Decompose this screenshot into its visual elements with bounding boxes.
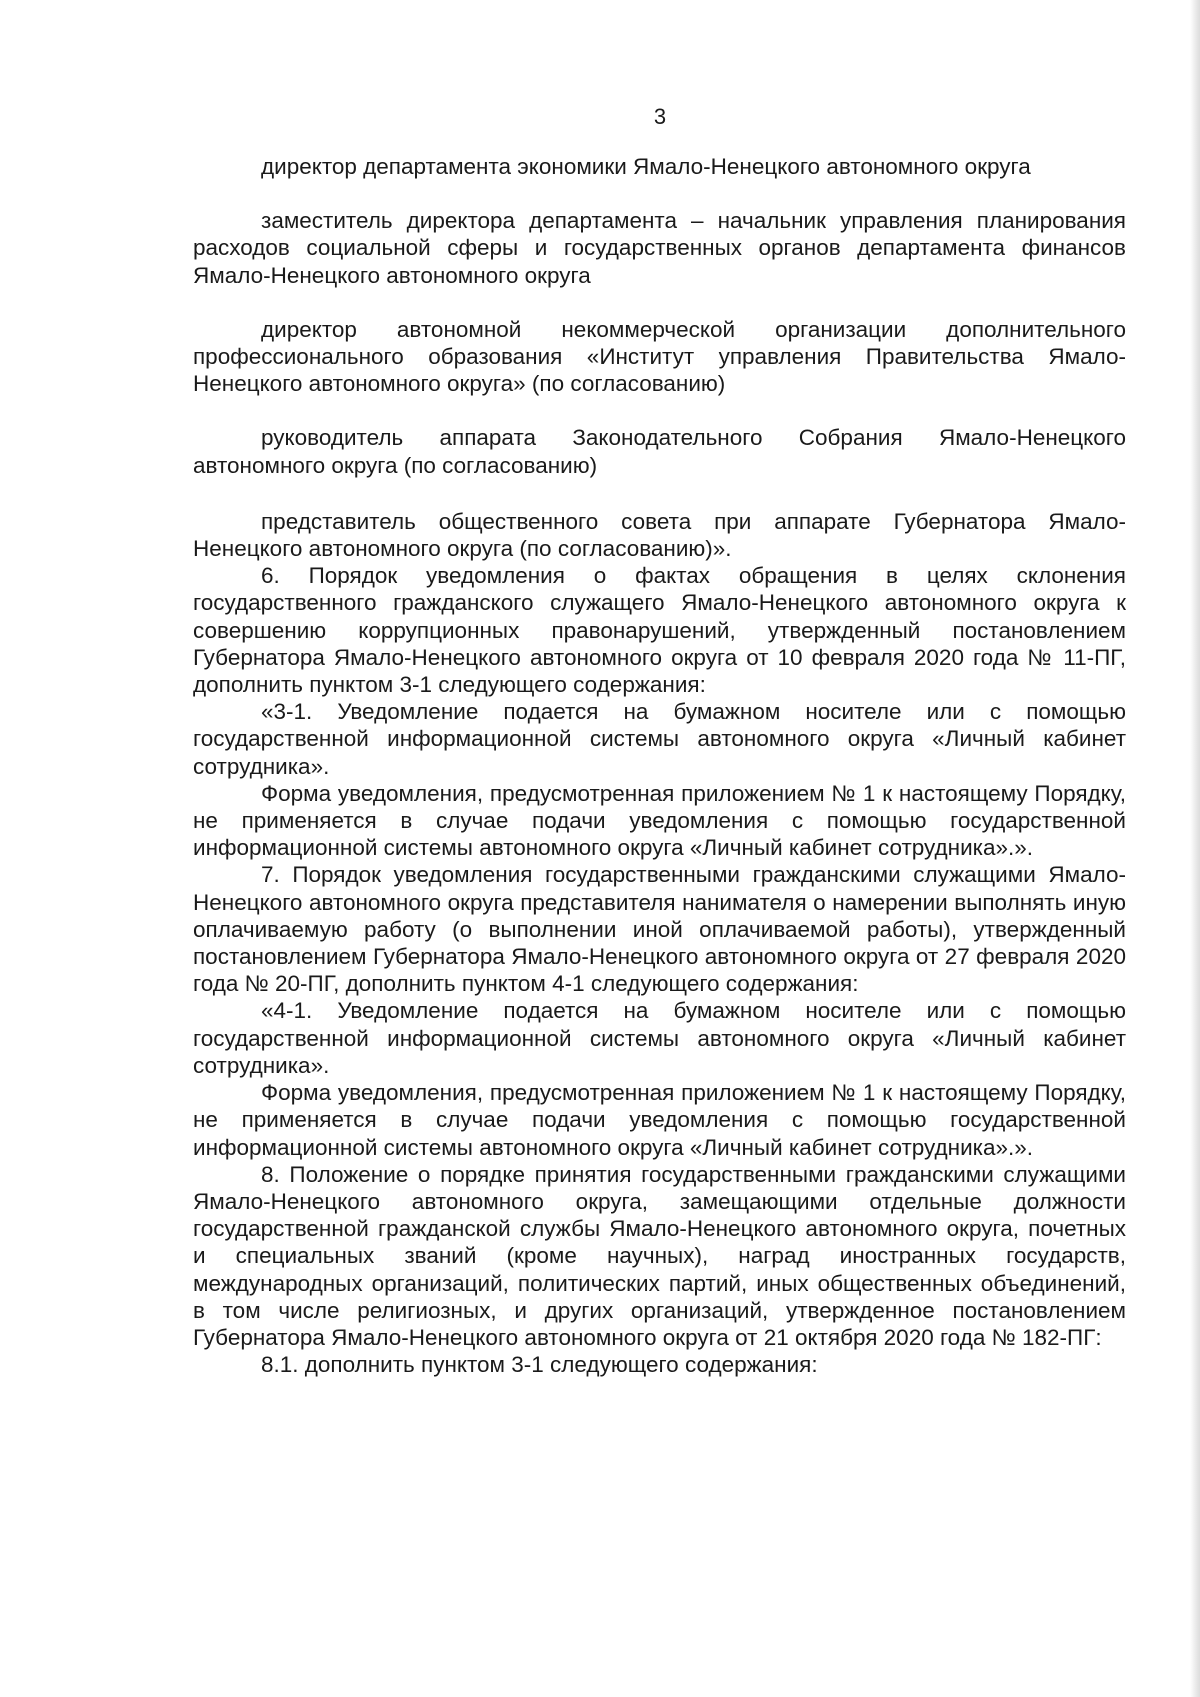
- paragraph-item-4-1: «4-1. Уведомление подается на бумажном носителе или с помощью государственной информационной системы автономного округа «Личный кабинет сотрудника».: [193, 998, 1126, 1078]
- paragraph-form-note-2: Форма уведомления, предусмотренная приложением № 1 к настоящему Порядку, не применяется в случае подачи уведомления с помощью государственной информационной системы автономного округа «Личный кабинет сотрудника».».: [193, 1080, 1126, 1160]
- scan-edge-shadow: [1190, 0, 1200, 1697]
- document-body: [193, 153, 1126, 1378]
- paragraph-public-council-representative: представитель общественного совета при аппарате Губернатора Ямало-Ненецкого автономного округа (по согласованию)».: [193, 508, 1126, 562]
- paragraph-form-note-1: Форма уведомления, предусмотренная приложением № 1 к настоящему Порядку, не применяется в случае подачи уведомления с помощью государственной информационной системы автономного округа «Личный кабинет сотрудника».».: [193, 780, 1126, 861]
- paragraph-institute-director: директор автономной некоммерческой организации дополнительного профессионального образования «Институт управления Правительства Ямало- Ненецкого автономного округа» (по согласованию): [193, 316, 1126, 397]
- paragraph-finance-deputy-director: заместитель директора департамента – начальник управления планирования расходов социальной сферы и государственных органов департамента финансов Ямало-Ненецкого автономного округа: [193, 208, 1126, 288]
- paragraph-item-7: 7. Порядок уведомления государственными гражданскими служащими Ямало-Ненецкого автономного округа представителя нанимателя о намерении выполнять иную оплачиваемую работу (о выполнении иной оплачиваемой работы), утвержденный постановлением Губернатора Ямало-Ненецкого автономного округа от 27 февраля 2020 года № 20-ПГ, дополнить пунктом 4-1 следующего содержания:: [193, 862, 1126, 997]
- paragraph-item-3-1: «3-1. Уведомление подается на бумажном носителе или с помощью государственной информационной системы автономного округа «Личный кабинет сотрудника».: [193, 699, 1126, 779]
- paragraph-economics-director: директор департамента экономики Ямало-Ненецкого автономного округа: [261, 154, 1031, 179]
- paragraph-item-8: 8. Положение о порядке принятия государственными гражданскими служащими Ямало-Ненецкого автономного округа, замещающими отдельные должности государственной гражданской службы Ямало-Ненецкого автономного округа, почетных и специальных званий (кроме научных), наград иностранных государств, международных организаций, политических партий, иных общественных объединений, в том числе религиозных, и других организаций, утвержденное постановлением Губернатора Ямало-Ненецкого автономного округа от 21 октября 2020 года № 182-ПГ:: [193, 1161, 1126, 1350]
- paragraph-legislative-assembly-head: руководитель аппарата Законодательного Собрания Ямало-Ненецкого автономного округа (по согласованию): [193, 425, 1126, 478]
- paragraph-item-6: 6. Порядок уведомления о фактах обращения в целях склонения государственного гражданского служащего Ямало-Ненецкого автономного округа к совершению коррупционных правонарушений, утвержденный постановлением Губернатора Ямало-Ненецкого автономного округа от 10 февраля 2020 года № 11-ПГ, дополнить пунктом 3-1 следующего содержания:: [193, 563, 1126, 698]
- paragraph-item-8-1: 8.1. дополнить пунктом 3-1 следующего содержания:: [261, 1352, 818, 1378]
- page-number: 3: [653, 104, 667, 129]
